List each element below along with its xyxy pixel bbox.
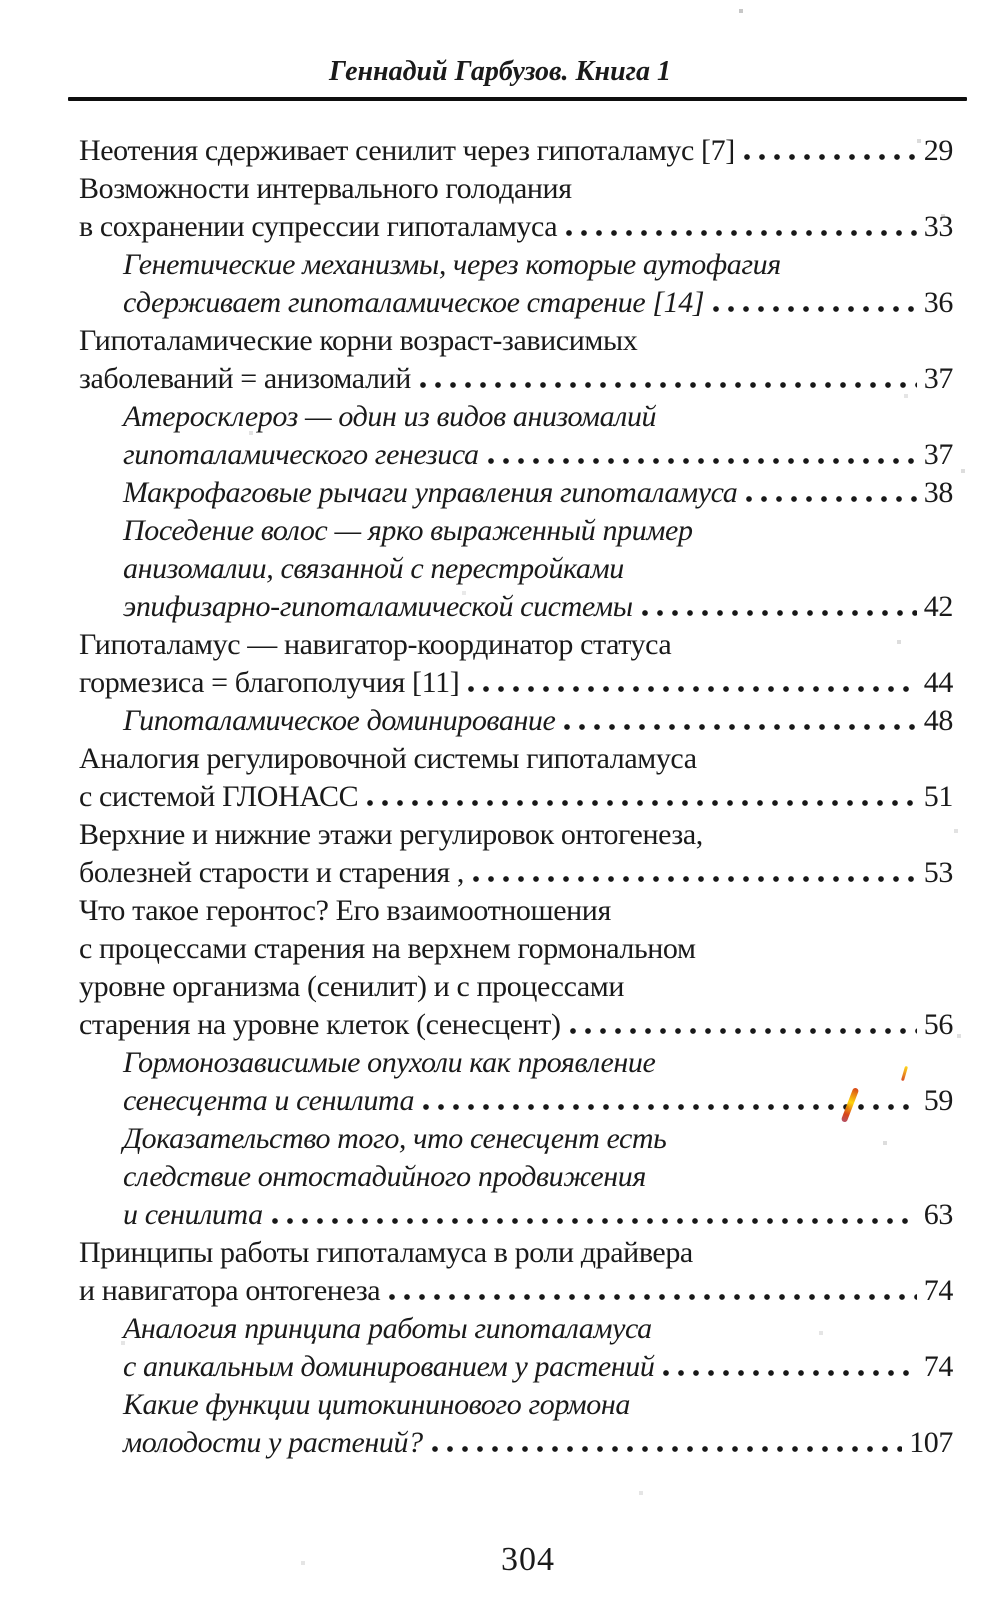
toc-entry-text: Неотения сдерживает сенилит через гипоталамус [7]	[79, 134, 735, 167]
scan-noise-specks	[0, 0, 2, 2]
toc-entry-text: и сенилита	[123, 1198, 263, 1231]
toc-entry-text: Что такое геронтос? Его взаимоотношения	[79, 894, 611, 927]
folio-page-number: 304	[501, 1541, 555, 1578]
toc-entry-text: Гормонозависимые опухоли как проявление	[123, 1046, 656, 1079]
toc-entry-line	[79, 932, 953, 970]
toc-entry-text: Возможности интервального голодания	[79, 172, 572, 205]
dot-leader	[367, 800, 917, 806]
toc-page-number: 74	[923, 1350, 953, 1383]
toc-page-number: 107	[909, 1426, 953, 1459]
toc-page-number: 29	[923, 134, 953, 167]
toc-list	[79, 134, 953, 1464]
toc-entry-text: эпифизарно-гипоталамической системы	[123, 590, 633, 623]
toc-entry-line	[79, 210, 953, 248]
running-header-title: Геннадий Гарбузов. Книга 1	[328, 56, 671, 87]
toc-entry-text: Атеросклероз — один из видов анизомалий	[123, 400, 657, 433]
toc-page-number: 63	[923, 1198, 953, 1231]
toc-entry-line	[79, 1388, 953, 1426]
toc-entry-text: Аналогия принципа работы гипоталамуса	[123, 1312, 652, 1345]
toc-entry-text: с системой ГЛОНАСС	[79, 780, 359, 813]
dot-leader	[389, 1294, 917, 1300]
dot-leader	[488, 458, 917, 464]
toc-entry-text: Какие функции цитокининового гормона	[123, 1388, 630, 1421]
toc-entry-line	[79, 1274, 953, 1312]
toc-entry-text: Гипоталамическое доминирование	[123, 704, 556, 737]
dot-leader	[423, 1104, 917, 1110]
toc-entry-line	[79, 780, 953, 818]
toc-page-number: 53	[923, 856, 953, 889]
toc-entry-line	[79, 172, 953, 210]
toc-entry-text: сенесцента и сенилита	[123, 1084, 415, 1117]
toc-entry-line	[79, 1312, 953, 1350]
toc-entry-text: Гипоталамические корни возраст-зависимых	[79, 324, 638, 357]
toc-entry-text: следствие онтостадийного продвижения	[123, 1160, 646, 1193]
toc-entry-line	[79, 628, 953, 666]
dot-leader	[468, 686, 917, 692]
toc-page-number: 37	[923, 438, 953, 471]
dot-leader	[473, 876, 917, 882]
toc-page-number: 48	[923, 704, 953, 737]
toc-entry-text: Поседение волос — ярко выраженный пример	[123, 514, 693, 547]
toc-entry-line	[79, 742, 953, 780]
dot-leader	[744, 154, 917, 160]
toc-entry-line	[79, 324, 953, 362]
toc-entry-line	[79, 134, 953, 172]
toc-entry-line	[79, 400, 953, 438]
toc-page-number: 56	[923, 1008, 953, 1041]
toc-entry-line	[79, 1122, 953, 1160]
toc-entry-line	[79, 970, 953, 1008]
dot-leader	[564, 724, 916, 730]
toc-entry-line	[79, 1160, 953, 1198]
toc-entry-text: в сохранении супрессии гипоталамуса	[79, 210, 558, 243]
dot-leader	[713, 306, 917, 312]
toc-entry-text: молодости у растений?	[123, 1426, 423, 1459]
toc-entry-text: болезней старости и старения ,	[79, 856, 465, 889]
dot-leader	[663, 1370, 916, 1376]
running-header	[0, 56, 1000, 88]
toc-entry-text: заболеваний = анизомалий	[79, 362, 411, 395]
toc-entry-line	[79, 1046, 953, 1084]
toc-entry-line	[79, 818, 953, 856]
dot-leader	[420, 382, 917, 388]
toc-entry-line	[79, 590, 953, 628]
toc-entry-text: Макрофаговые рычаги управления гипоталамуса	[123, 476, 738, 509]
toc-entry-line	[79, 894, 953, 932]
toc-entry-text: анизомалии, связанной с перестройками	[123, 552, 624, 585]
toc-entry-line	[79, 1084, 953, 1122]
dot-leader	[566, 230, 917, 236]
dot-leader	[570, 1028, 917, 1034]
toc-entry-text: гормезиса = благополучия [11]	[79, 666, 460, 699]
toc-entry-line	[79, 666, 953, 704]
toc-page-number: 36	[923, 286, 953, 319]
toc-entry-text: Верхние и нижние этажи регулировок онтогенеза,	[79, 818, 703, 851]
toc-entry-line	[79, 362, 953, 400]
toc-entry-text: с апикальным доминированием у растений	[123, 1350, 655, 1383]
toc-entry-line	[79, 552, 953, 590]
dot-leader	[272, 1218, 917, 1224]
toc-entry-text: Гипоталамус — навигатор-координатор статуса	[79, 628, 672, 661]
toc-entry-line	[79, 1236, 953, 1274]
toc-page-number: 37	[923, 362, 953, 395]
toc-entry-text: с процессами старения на верхнем гормональном	[79, 932, 696, 965]
toc-entry-line	[79, 704, 953, 742]
page-footer	[0, 1541, 1000, 1579]
toc-entry-line	[79, 1350, 953, 1388]
toc-entry-text: Генетические механизмы, через которые аутофагия	[123, 248, 781, 281]
dot-leader	[642, 610, 917, 616]
toc-entry-text: сдерживает гипоталамическое старение [14]	[123, 286, 705, 319]
dot-leader	[746, 496, 916, 502]
dot-leader	[432, 1446, 902, 1452]
toc-entry-line	[79, 438, 953, 476]
toc-entry-line	[79, 1426, 953, 1464]
header-divider-rule	[68, 97, 967, 101]
toc-entry-line	[79, 248, 953, 286]
toc-entry-line	[79, 476, 953, 514]
toc-entry-line	[79, 514, 953, 552]
toc-page-number: 44	[923, 666, 953, 699]
toc-page-number: 59	[923, 1084, 953, 1117]
toc-entry-line	[79, 856, 953, 894]
toc-entry-line	[79, 1198, 953, 1236]
toc-page-number: 51	[923, 780, 953, 813]
toc-page-number: 42	[923, 590, 953, 623]
toc-page-number: 38	[923, 476, 953, 509]
toc-entry-text: уровне организма (сенилит) и с процессами	[79, 970, 625, 1003]
toc-entry-text: Доказательство того, что сенесцент есть	[123, 1122, 667, 1155]
toc-entry-text: гипоталамического генезиса	[123, 438, 479, 471]
toc-page-number: 74	[923, 1274, 953, 1307]
toc-entry-line	[79, 286, 953, 324]
toc-entry-text: и навигатора онтогенеза	[79, 1274, 381, 1307]
toc-entry-text: Аналогия регулировочной системы гипоталамуса	[79, 742, 697, 775]
toc-entry-line	[79, 1008, 953, 1046]
toc-entry-text: Принципы работы гипоталамуса в роли драйвера	[79, 1236, 693, 1269]
toc-page-number: 33	[923, 210, 953, 243]
toc-entry-text: старения на уровне клеток (сенесцент)	[79, 1008, 561, 1041]
